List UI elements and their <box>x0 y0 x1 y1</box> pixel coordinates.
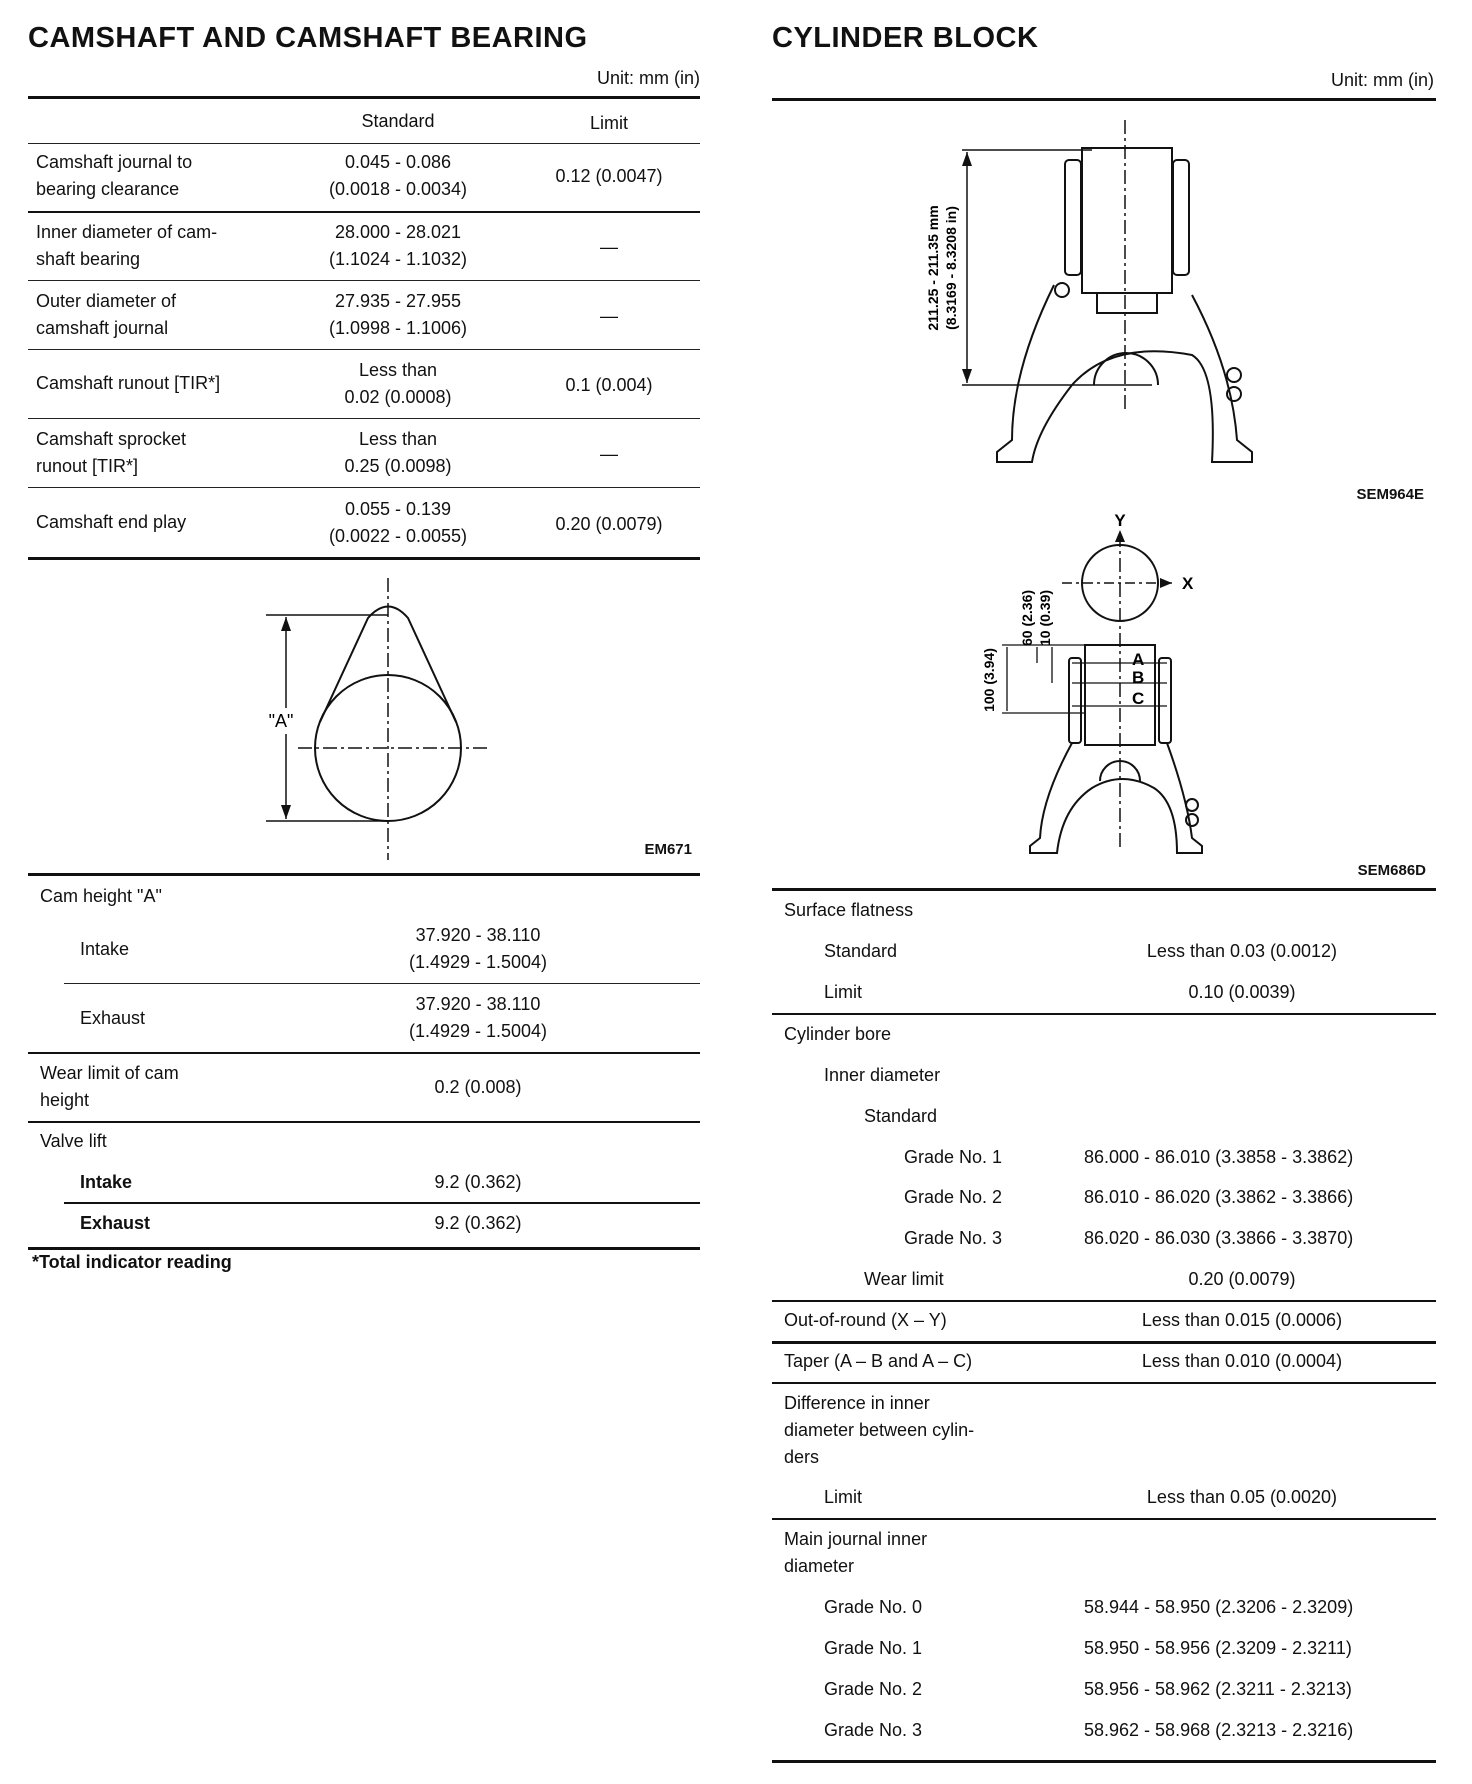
axis-y-label: Y <box>1114 511 1126 530</box>
section-title: CAMSHAFT AND CAMSHAFT BEARING <box>28 22 588 54</box>
dimension-a-label: "A" <box>268 711 294 731</box>
row-standard-line1: 0.055 - 0.139 <box>344 499 452 519</box>
main-grade-3-label: Grade No. 3 <box>824 1720 923 1740</box>
row-item-line1: Camshaft end play <box>36 512 187 532</box>
exhaust-value-line1: 37.920 - 38.110 <box>415 994 541 1014</box>
cam-lobe-diagram <box>28 570 700 870</box>
bore-measurement-diagram <box>772 508 1436 868</box>
row-item-line1: Camshaft journal to <box>36 152 193 172</box>
valve-lift-exhaust-label: Exhaust <box>80 1213 151 1233</box>
row-standard-line1: 28.000 - 28.021 <box>334 222 462 242</box>
standard-label: Standard <box>864 1106 938 1126</box>
out-of-round-value: Less than 0.015 (0.0006) <box>1141 1310 1343 1330</box>
divider <box>28 1247 700 1250</box>
main-grade-2-label: Grade No. 2 <box>824 1679 923 1699</box>
difference-line2: diameter between cylin- <box>784 1420 975 1440</box>
taper-value: Less than 0.010 (0.0004) <box>1141 1351 1343 1371</box>
dimension-100-label: 100 (3.94) <box>981 648 997 712</box>
exhaust-value-line2: (1.4929 - 1.5004) <box>408 1021 548 1041</box>
main-grade-0-label: Grade No. 0 <box>824 1597 923 1617</box>
row-standard-line1: Less than <box>358 360 438 380</box>
grade-3-label: Grade No. 3 <box>904 1228 1003 1248</box>
flatness-standard-label: Standard <box>824 941 898 961</box>
row-standard-line1: 0.045 - 0.086 <box>344 152 452 172</box>
row-standard-line2: 0.02 (0.0008) <box>344 387 452 407</box>
level-b-label: B <box>1132 668 1145 687</box>
wear-limit-value: 0.2 (0.008) <box>434 1077 522 1097</box>
row-standard-line2: (0.0022 - 0.0055) <box>328 526 468 546</box>
divider <box>28 873 700 876</box>
intake-value-line1: 37.920 - 38.110 <box>415 925 541 945</box>
divider <box>28 211 700 213</box>
main-grade-2-value: 58.956 - 58.962 (2.3211 - 2.3213) <box>1084 1679 1352 1699</box>
row-standard-line2: (1.0998 - 1.1006) <box>328 318 468 338</box>
difference-limit-label: Limit <box>824 1487 863 1507</box>
divider <box>28 487 700 488</box>
flatness-limit-label: Limit <box>824 982 863 1002</box>
figure-code: SEM686D <box>1357 862 1426 879</box>
footnote: *Total indicator reading <box>32 1252 232 1272</box>
row-limit: — <box>600 306 618 326</box>
difference-line1: Difference in inner <box>784 1393 930 1413</box>
difference-line3: ders <box>784 1447 820 1467</box>
grade-2-value: 86.010 - 86.020 (3.3862 - 3.3866) <box>1084 1187 1354 1207</box>
row-limit: 0.1 (0.004) <box>565 375 653 395</box>
divider <box>772 888 1436 891</box>
divider <box>28 280 700 281</box>
divider <box>772 1300 1436 1302</box>
row-standard-line2: (0.0018 - 0.0034) <box>328 179 468 199</box>
row-item-line2: runout [TIR*] <box>36 456 139 476</box>
row-standard-line2: 0.25 (0.0098) <box>344 456 452 476</box>
flatness-limit-value: 0.10 (0.0039) <box>1188 982 1296 1002</box>
divider <box>28 96 700 99</box>
inner-diameter-label: Inner diameter <box>824 1065 941 1085</box>
divider <box>28 1121 700 1123</box>
intake-value-line2: (1.4929 - 1.5004) <box>408 952 548 972</box>
dimension-10-label: 10 (0.39) <box>1037 589 1053 647</box>
row-item-line2: camshaft journal <box>36 318 169 338</box>
unit-label: Unit: mm (in) <box>597 68 700 88</box>
main-grade-0-value: 58.944 - 58.950 (2.3206 - 2.3209) <box>1084 1597 1354 1617</box>
cam-height-label: Cam height "A" <box>40 886 162 906</box>
grade-3-value: 86.020 - 86.030 (3.3866 - 3.3870) <box>1084 1228 1354 1248</box>
row-limit: 0.20 (0.0079) <box>555 514 663 534</box>
row-standard-line1: 27.935 - 27.955 <box>334 291 462 311</box>
divider <box>64 1202 700 1204</box>
grade-1-value: 86.000 - 86.010 (3.3858 - 3.3862) <box>1084 1147 1354 1167</box>
surface-flatness-label: Surface flatness <box>784 900 914 920</box>
grade-1-label: Grade No. 1 <box>904 1147 1003 1167</box>
row-standard-line1: Less than <box>358 429 438 449</box>
main-journal-line1: Main journal inner <box>784 1529 928 1549</box>
wear-limit-label: Wear limit <box>864 1269 944 1289</box>
divider <box>28 1052 700 1054</box>
valve-lift-exhaust-value: 9.2 (0.362) <box>434 1213 522 1233</box>
divider <box>64 983 700 984</box>
cylinder-bore-label: Cylinder bore <box>784 1024 892 1044</box>
divider <box>28 143 700 144</box>
figure-code: EM671 <box>644 841 692 858</box>
valve-lift-label: Valve lift <box>40 1131 107 1151</box>
grade-2-label: Grade No. 2 <box>904 1187 1003 1207</box>
divider <box>772 1341 1436 1344</box>
row-standard-line2: (1.1024 - 1.1032) <box>328 249 468 269</box>
divider <box>28 418 700 419</box>
divider <box>772 1518 1436 1520</box>
wear-limit-value: 0.20 (0.0079) <box>1188 1269 1296 1289</box>
taper-label: Taper (A – B and A – C) <box>784 1351 973 1371</box>
out-of-round-label: Out-of-round (X – Y) <box>784 1310 947 1330</box>
section-title: CYLINDER BLOCK <box>772 22 1039 54</box>
axis-x-label: X <box>1182 574 1194 593</box>
divider <box>772 1382 1436 1384</box>
row-item-line2: shaft bearing <box>36 249 141 269</box>
header-standard: Standard <box>361 111 435 131</box>
main-grade-3-value: 58.962 - 58.968 (2.3213 - 2.3216) <box>1084 1720 1354 1740</box>
row-item-line1: Inner diameter of cam- <box>36 222 218 242</box>
flatness-standard-value: Less than 0.03 (0.0012) <box>1146 941 1338 961</box>
difference-limit-value: Less than 0.05 (0.0020) <box>1146 1487 1338 1507</box>
wear-limit-line2: height <box>40 1090 90 1110</box>
valve-lift-intake-label: Intake <box>80 1172 133 1192</box>
wear-limit-line1: Wear limit of cam <box>40 1063 179 1083</box>
row-limit: — <box>600 237 618 257</box>
divider <box>28 349 700 350</box>
height-dimension-mm: 211.25 - 211.35 mm <box>925 205 941 331</box>
row-item-line2: bearing clearance <box>36 179 180 199</box>
divider <box>772 1013 1436 1015</box>
row-limit: 0.12 (0.0047) <box>555 166 663 186</box>
dimension-60-label: 60 (2.36) <box>1019 589 1035 647</box>
figure-code: SEM964E <box>1356 486 1424 503</box>
height-dimension-in: (8.3169 - 8.3208 in) <box>943 206 959 330</box>
valve-lift-intake-value: 9.2 (0.362) <box>434 1172 522 1192</box>
row-limit: — <box>600 444 618 464</box>
unit-label: Unit: mm (in) <box>1331 70 1434 90</box>
main-grade-1-label: Grade No. 1 <box>824 1638 923 1658</box>
header-limit: Limit <box>589 113 628 133</box>
divider <box>28 557 700 560</box>
intake-label: Intake <box>80 939 130 959</box>
row-item-line1: Camshaft sprocket <box>36 429 187 449</box>
main-journal-line2: diameter <box>784 1556 855 1576</box>
main-grade-1-value: 58.950 - 58.956 (2.3209 - 2.3211) <box>1084 1638 1352 1658</box>
cylinder-block-height-diagram <box>772 110 1436 510</box>
divider <box>772 1760 1436 1763</box>
exhaust-label: Exhaust <box>80 1008 146 1028</box>
row-item-line1: Camshaft runout [TIR*] <box>36 373 221 393</box>
divider <box>772 98 1436 101</box>
row-item-line1: Outer diameter of <box>36 291 177 311</box>
level-a-label: A <box>1132 650 1145 669</box>
level-c-label: C <box>1132 689 1145 708</box>
